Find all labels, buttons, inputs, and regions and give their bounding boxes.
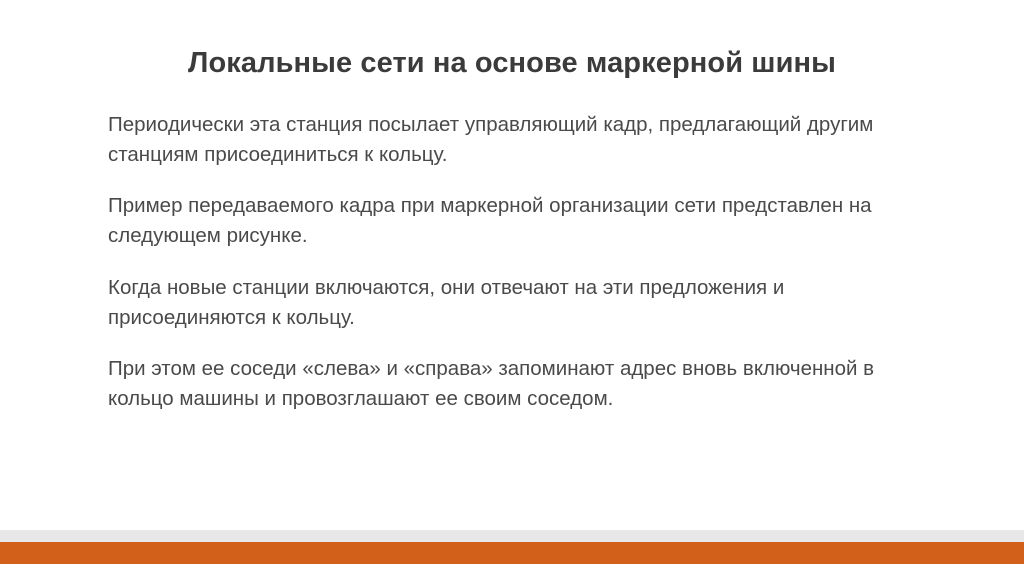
body-paragraph: При этом ее соседи «слева» и «справа» запоминают адрес вновь включенной в кольцо машины и провозглашают ее своим соседом. bbox=[108, 356, 875, 410]
slide-body bbox=[108, 110, 898, 414]
body-paragraph: Пример передаваемого кадра при маркерной организации сети представлен на следующем рисунке. bbox=[108, 194, 872, 248]
body-paragraph: Периодически эта станция посылает управляющий кадр, предлагающий другим станциям присоединиться к кольцу. bbox=[108, 113, 874, 167]
page-title: Локальные сети на основе маркерной шины bbox=[188, 47, 836, 80]
footer-white-band bbox=[0, 564, 1024, 574]
footer-orange-band bbox=[0, 542, 1024, 564]
footer-gray-band bbox=[0, 530, 1024, 542]
body-paragraph: Когда новые станции включаются, они отвечают на эти предложения и присоединяются к кольцу. bbox=[108, 275, 785, 329]
footer-decoration-bar bbox=[0, 530, 1024, 574]
